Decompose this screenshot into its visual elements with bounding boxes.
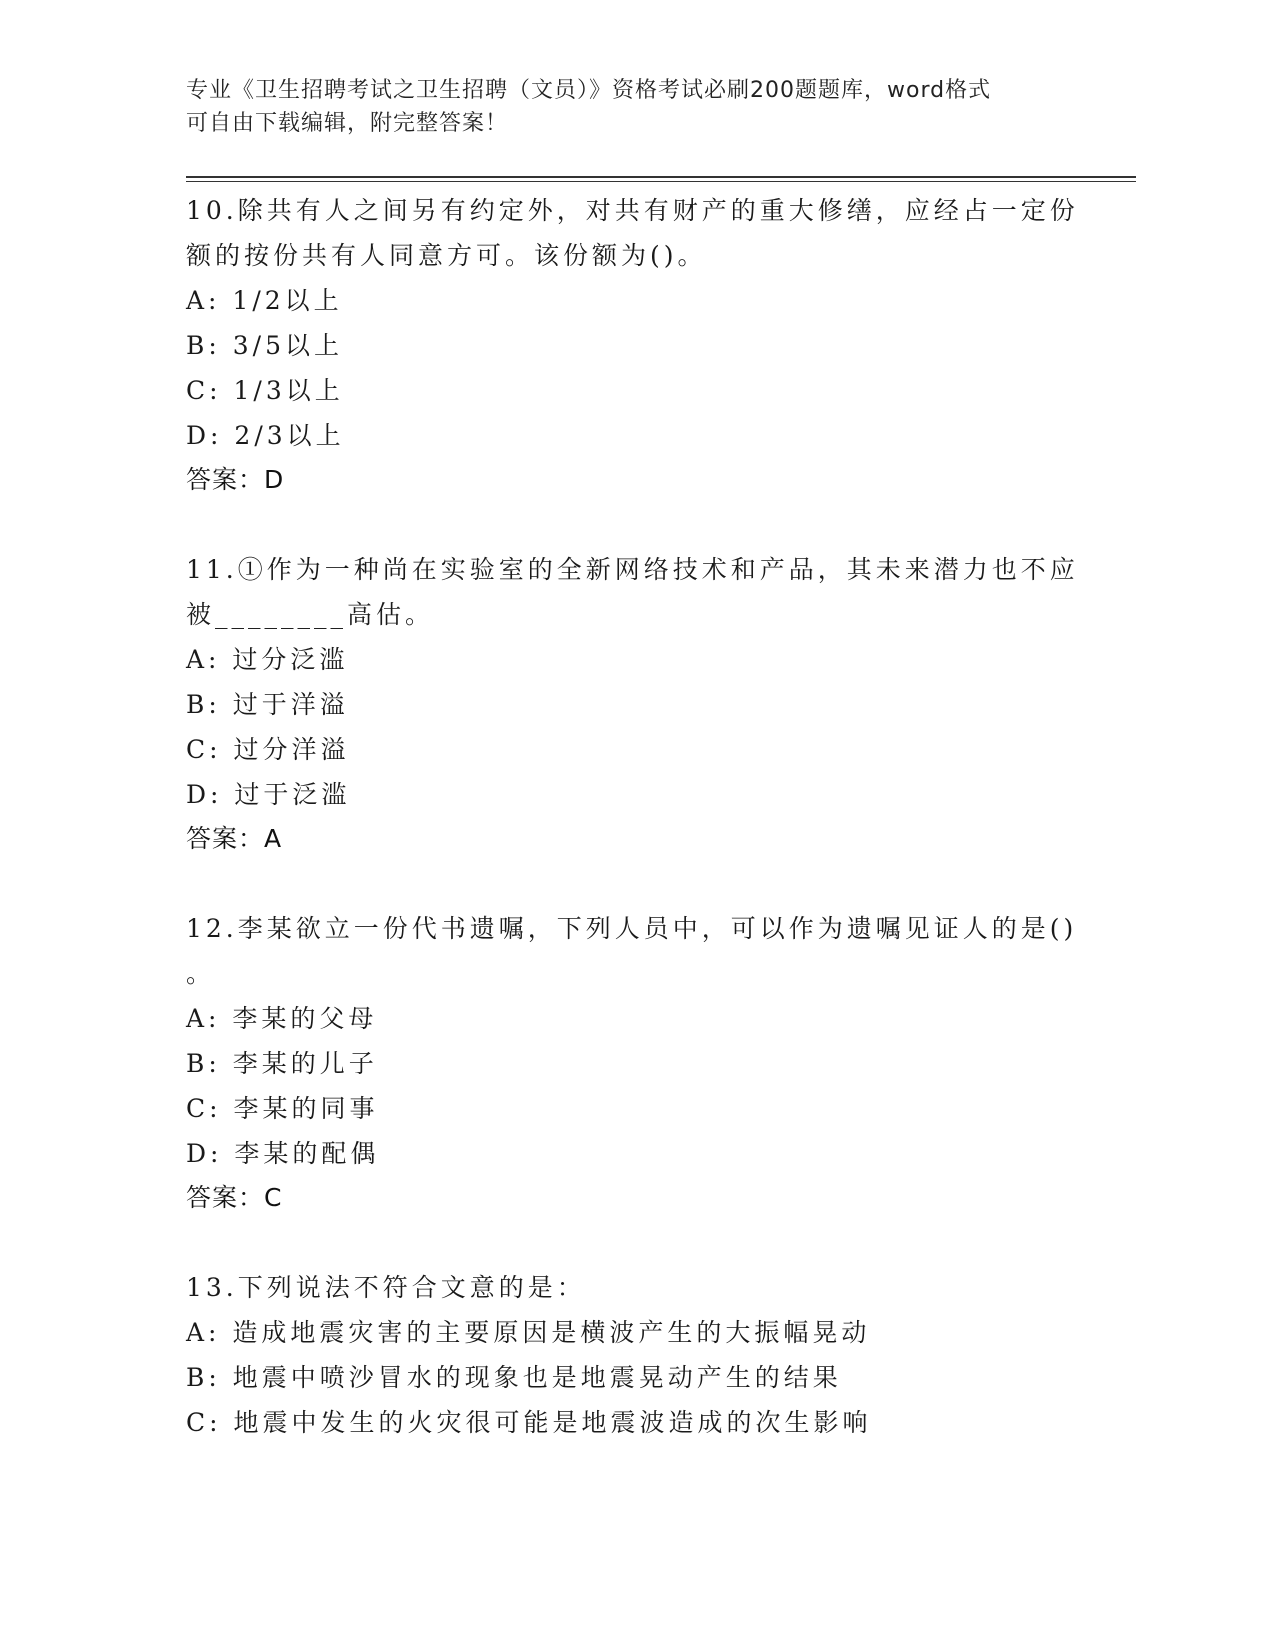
option-a: A: 造成地震灾害的主要原因是横波产生的大振幅晃动 [186,1318,871,1347]
question-11 [186,547,1086,861]
option-a: A: 1/2以上 [186,286,343,315]
option-d: D: 2/3以上 [186,421,345,450]
option-b: B: 地震中喷沙冒水的现象也是地震晃动产生的结果 [186,1363,842,1392]
question-12 [186,906,1086,1220]
question-10 [186,188,1086,502]
option-d: D: 李某的配偶 [186,1139,380,1168]
option-d: D: 过于泛滥 [186,780,351,809]
question-text: 10.除共有人之间另有约定外，对共有财产的重大修缮，应经占一定份 [186,196,1079,225]
option-b: B: 3/5以上 [186,331,343,360]
option-a: A: 李某的父母 [186,1004,378,1033]
question-text: 12.李某欲立一份代书遗嘱，下列人员中，可以作为遗嘱见证人的是() [186,914,1078,943]
option-b: B: 过于洋溢 [186,690,349,719]
header-rule-thin [186,181,1136,182]
question-text-continued: 额的按份共有人同意方可。该份额为()。 [186,241,707,270]
answer-label: 答案：D [186,465,285,494]
document-header [186,74,1086,140]
question-text-continued: 。 [186,959,216,988]
option-b: B: 李某的儿子 [186,1049,378,1078]
question-text: 11.①作为一种尚在实验室的全新网络技术和产品，其未来潜力也不应 [186,555,1079,584]
option-c: C: 李某的同事 [186,1094,379,1123]
header-line-1: 专业《卫生招聘考试之卫生招聘（文员）》资格考试必刷200题题库，word格式 [186,78,992,103]
question-text: 13.下列说法不符合文意的是： [186,1273,586,1302]
option-c: C: 1/3以上 [186,376,344,405]
option-c: C: 地震中发生的火灾很可能是地震波造成的次生影响 [186,1408,872,1437]
question-list [186,188,1086,1490]
option-a: A: 过分泛滥 [186,645,349,674]
header-line-2: 可自由下载编辑，附完整答案！ [186,111,509,136]
answer-label: 答案：A [186,824,283,853]
answer-label: 答案：C [186,1183,283,1212]
question-13 [186,1265,1086,1445]
header-rule-thick [186,176,1136,178]
question-text-continued: 被________高估。 [186,600,435,629]
option-c: C: 过分洋溢 [186,735,350,764]
